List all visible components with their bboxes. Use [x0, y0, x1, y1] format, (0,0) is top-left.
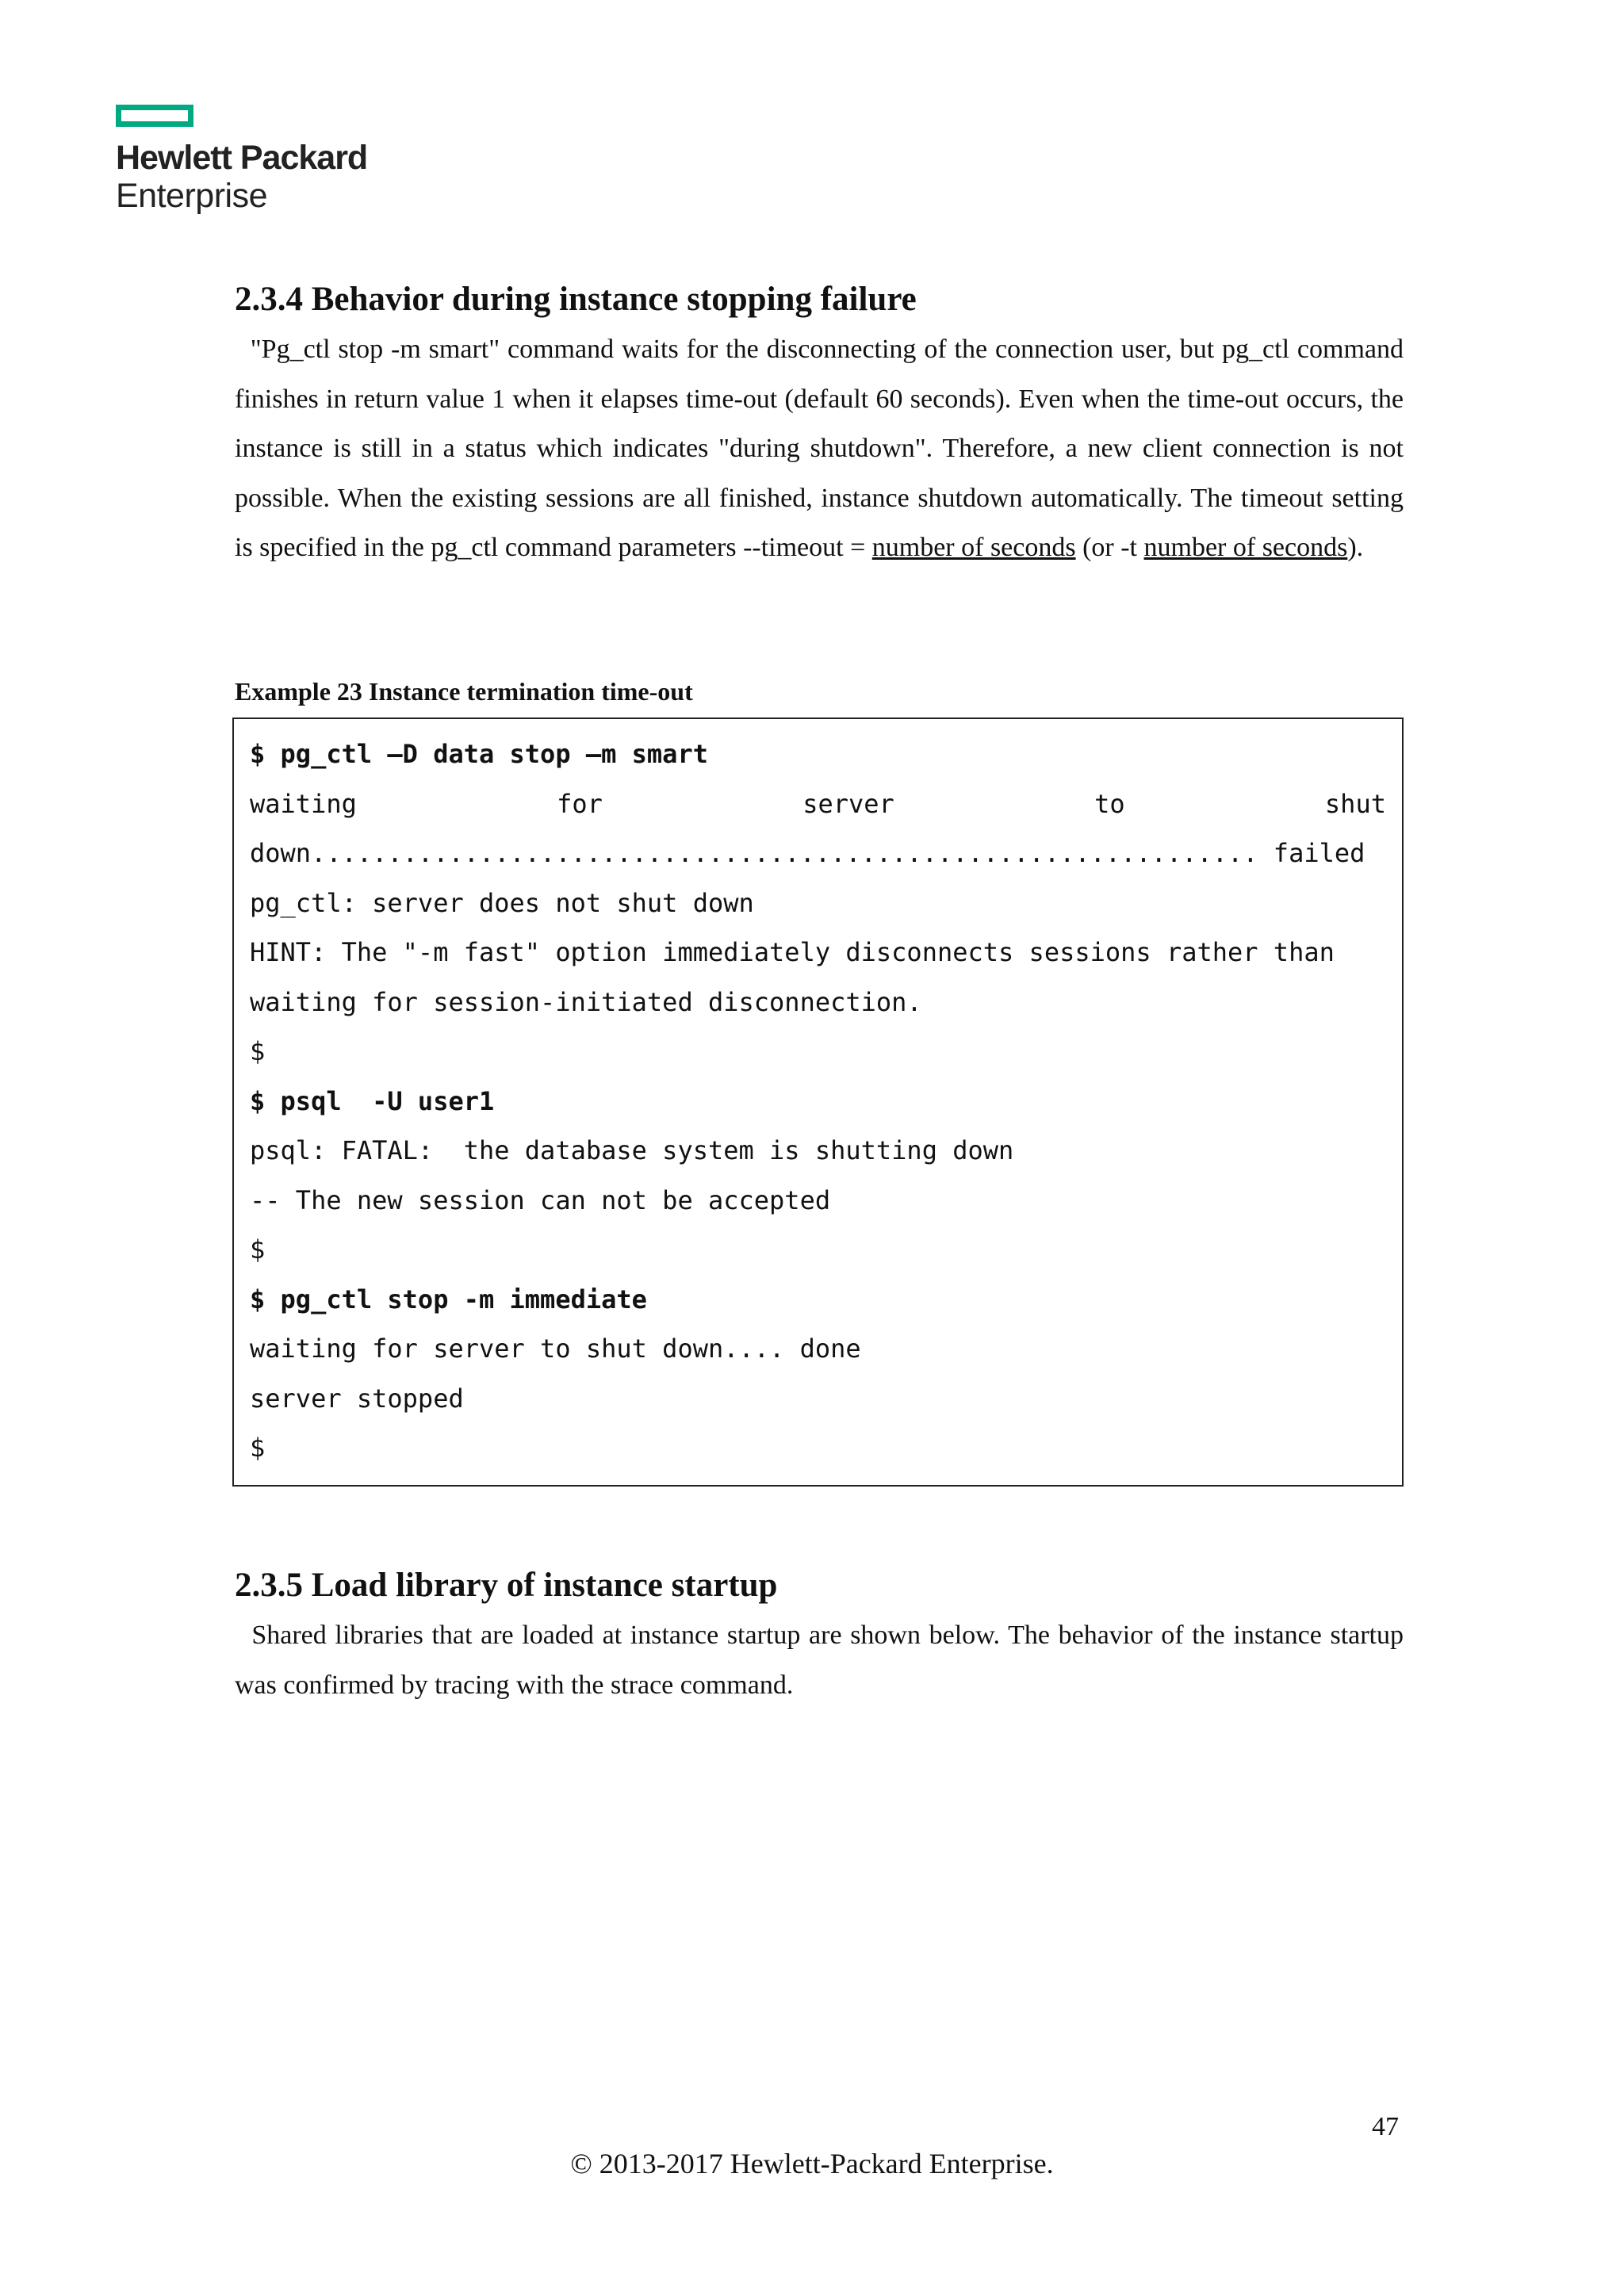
- code-line: waiting for session-initiated disconnection.: [250, 986, 922, 1017]
- code-line: $ pg_ctl stop -m immediate: [250, 1284, 647, 1314]
- hpe-logo: [116, 105, 367, 214]
- paragraph-text: ).: [1347, 533, 1364, 562]
- code-line: -- The new session can not be accepted: [250, 1184, 831, 1215]
- section-2-3-4: [235, 276, 1404, 573]
- section-paragraph: [235, 325, 1404, 573]
- page-number: 47: [1372, 2112, 1399, 2141]
- hpe-logo-mark: [116, 105, 193, 127]
- section-heading: 2.3.5 Load library of instance startup: [235, 1567, 778, 1604]
- paragraph-text: (or -t: [1075, 533, 1144, 562]
- logo-text-line2: Enterprise: [116, 177, 267, 215]
- code-line: psql: FATAL: the database system is shutting down: [250, 1135, 1014, 1165]
- logo-text-line1: Hewlett Packard: [116, 139, 368, 177]
- code-line: server stopped: [250, 1383, 464, 1414]
- code-word: for: [557, 788, 603, 819]
- example-caption: Example 23 Instance termination time-out: [235, 677, 693, 706]
- code-word: waiting: [250, 788, 357, 819]
- code-line: $ pg_ctl –D data stop –m smart: [250, 739, 708, 769]
- code-word: to: [1094, 788, 1125, 819]
- code-line: down.............................................................. failed: [250, 838, 1365, 868]
- code-word: server: [802, 788, 894, 819]
- code-line: $: [250, 1234, 266, 1265]
- copyright-footer: © 2013-2017 Hewlett-Packard Enterprise.: [570, 2148, 1054, 2179]
- code-example-box: [232, 718, 1404, 1487]
- code-line: pg_ctl: server does not shut down: [250, 887, 754, 918]
- underlined-term: number of seconds: [871, 533, 1076, 562]
- paragraph-text: "Pg_ctl stop -m smart" command waits for the disconnecting of the connection user, but pg_ctl command finishes in return value 1 when it elapses time-out (default 60 seconds). Even when the time-out occurs, the instance is still in a status which indicates "during shutdown". Therefore, a new client connection is not possible. When the existing sessions are all finished, instance shutdown automatically. The timeout setting is specified in the pg_ctl command parameters --timeout =: [235, 335, 1404, 562]
- code-line: $ psql -U user1: [250, 1085, 495, 1116]
- code-line: $: [250, 1036, 266, 1066]
- section-heading: 2.3.4 Behavior during instance stopping failure: [235, 281, 917, 318]
- code-line: $: [250, 1433, 266, 1463]
- code-word: shut: [1324, 788, 1386, 819]
- underlined-term: number of seconds: [1143, 533, 1348, 562]
- section-paragraph: Shared libraries that are loaded at instance startup are shown below. The behavior of the instance startup was confirmed by tracing with the strace command.: [235, 1621, 1404, 1700]
- code-line: [250, 779, 1386, 829]
- code-line: waiting for server to shut down.... done: [250, 1334, 861, 1364]
- section-2-3-5: [235, 1562, 1404, 1710]
- code-line: HINT: The "-m fast" option immediately disconnects sessions rather than: [250, 937, 1335, 967]
